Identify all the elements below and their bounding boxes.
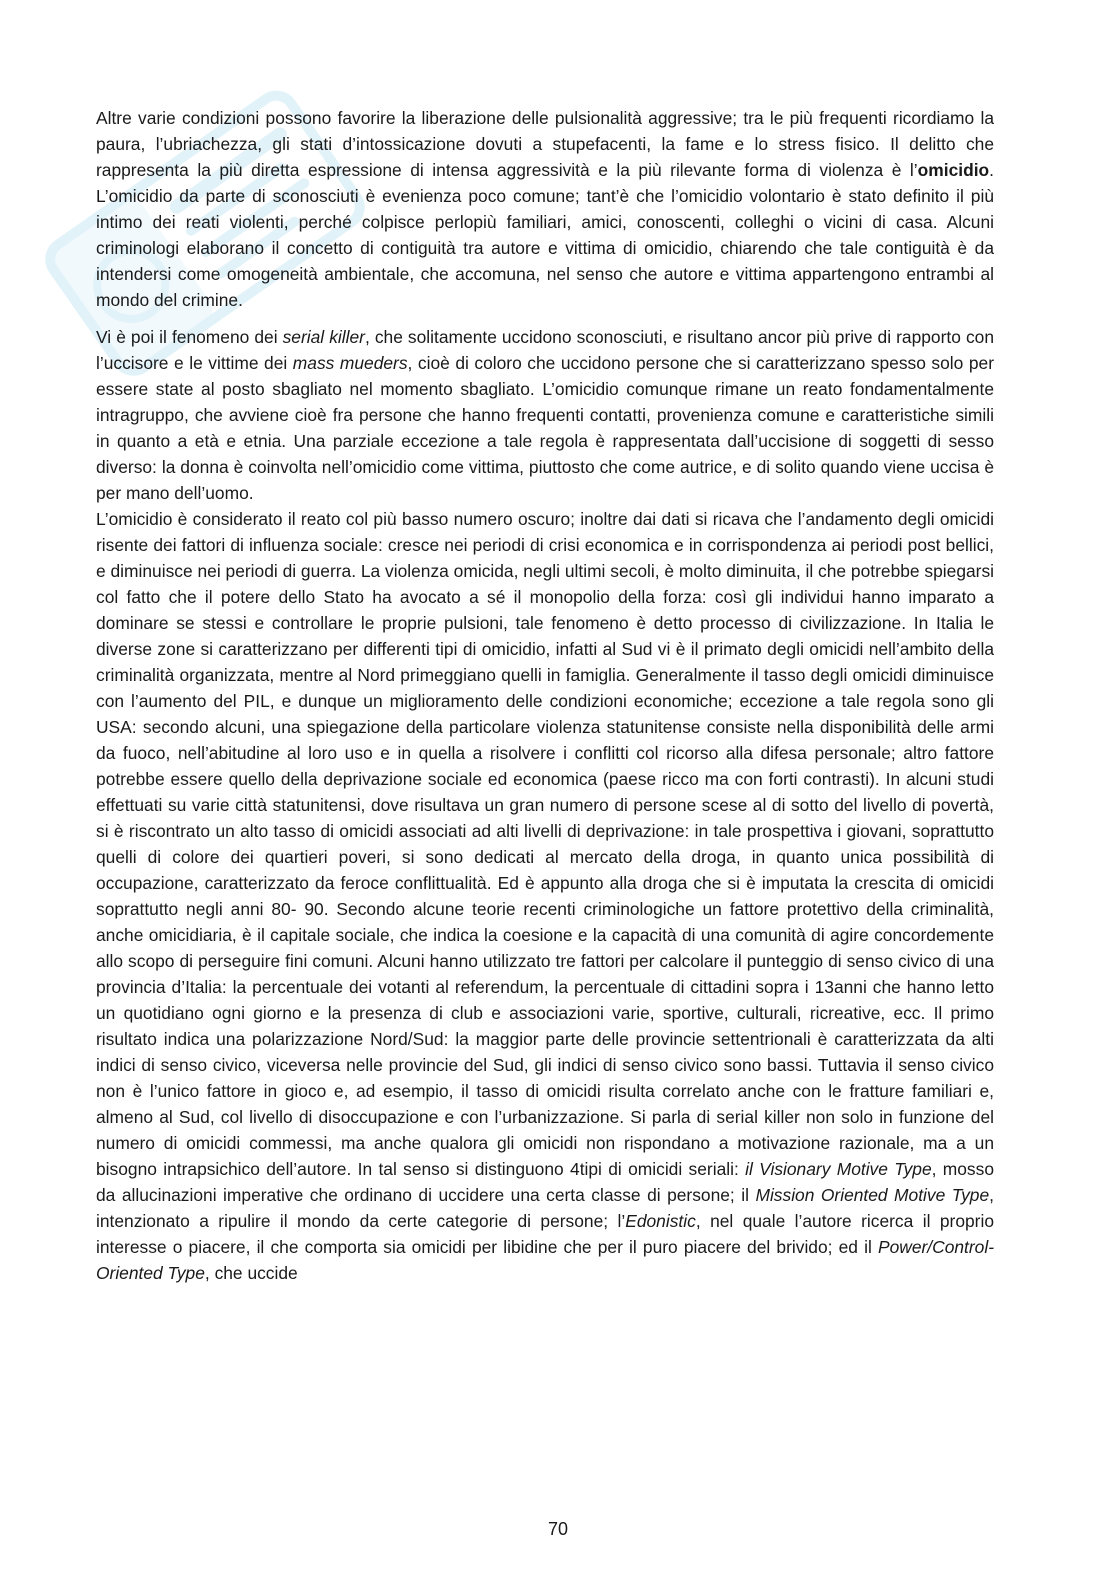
- text-run: , mosso da allucinazioni imperative che ordinano di uccidere una certa classe di persone; il: [96, 1159, 994, 1205]
- text-run: , cioè di coloro che uccidono persone che si caratterizzano spesso solo per essere state al posto sbagliato nel momento sbagliato. L’omicidio comunque rimane un reato fondamentalmente intragruppo, che avviene cioè fra persone che hanno frequenti contatti, provenienza comune e caratteristiche simili in quanto a età e etnia. Una parziale eccezione a tale regola è rappresentata dall’uccisione di soggetti di sesso diverso: la donna è coinvolta nell’omicidio come vittima, piuttosto che come autrice, e di solito quando viene uccisa è per mano dell’uomo.: [96, 353, 994, 503]
- italic-term: Power/Control-Oriented Type: [96, 1237, 994, 1283]
- text-run: , intenzionato a ripulire il mondo da certe categorie di persone; l’: [96, 1185, 994, 1231]
- italic-term: serial killer: [282, 327, 365, 347]
- text-run: , che uccide: [204, 1263, 298, 1283]
- text-run: Vi è poi il fenomeno dei: [96, 327, 283, 347]
- italic-term: mass mueders: [292, 353, 408, 373]
- paragraph: [96, 506, 994, 1286]
- page-number: 70: [547, 1519, 569, 1539]
- text-run: , nel quale l’autore ricerca il proprio interesse o piacere, il che comporta sia omicidi per libidine che per il puro piacere del brivido; ed il: [96, 1211, 994, 1257]
- italic-term: Edonistic: [625, 1211, 696, 1231]
- italic-term: Mission Oriented Motive Type: [755, 1185, 990, 1205]
- paragraph: [96, 105, 994, 313]
- paragraph: [96, 324, 994, 506]
- text-run: L’omicidio è considerato il reato col più basso numero oscuro; inoltre dai dati si ricava che l’andamento degli omicidi risente dei fattori di influenza sociale: cresce nei periodi di crisi economica e in corrispondenza ai periodi post bellici, e diminuisce nei periodi di guerra. La violenza omicida, negli ultimi secoli, è molto diminuita, il che potrebbe spiegarsi col fatto che il potere dello Stato ha avocato a sé il monopolio della forza: così gli individui hanno imparato a dominare se stessi e controllare le proprie pulsioni, tale fenomeno è detto processo di civilizzazione. In Italia le diverse zone si caratterizzano per differenti tipi di omicidio, infatti al Sud vi è il primato degli omicidi nell’ambito della criminalità organizzata, mentre al Nord primeggiano quelli in famiglia. Generalmente il tasso degli omicidi diminuisce con l’aumento del PIL, e dunque un miglioramento delle condizioni economiche; eccezione a tale regola sono gli USA: secondo alcuni, una spiegazione della particolare violenza statunitense consiste nella disponibilità delle armi da fuoco, nell’abitudine al loro uso e in quella a risolvere i conflitti col ricorso alla difesa personale; altro fattore potrebbe essere quello della deprivazione sociale ed economica (paese ricco ma con forti contrasti). In alcuni studi effettuati su varie città statunitensi, dove risultava un gran numero di persone scese al di sotto del livello di povertà, si è riscontrato un alto tasso di omicidi associati ad alti livelli di deprivazione: in tale prospettiva i giovani, soprattutto quelli di colore dei quartieri poveri, si sono dedicati al mercato della droga, in quanto unica possibilità di occupazione, caratterizzato da feroce conflittualità. Ed è appunto alla droga che si è imputata la crescita di omicidi soprattutto negli anni 80- 90. Secondo alcune teorie recenti criminologiche un fattore protettivo della criminalità, anche omicidiaria, è il capitale sociale, che indica la coesione e la capacità di una comunità di agire concordemente allo scopo di perseguire fini comuni. Alcuni hanno utilizzato tre fattori per calcolare il punteggio di senso civico di una provincia d’Italia: la percentuale dei votanti al referendum, la percentuale di cittadini sopra i 13anni che hanno letto un quotidiano ogni giorno e la presenza di club e associazioni varie, sportive, culturali, ricreative, ecc. Il primo risultato indica una polarizzazione Nord/Sud: la maggior parte delle provincie settentrionali è caratterizzata da alti indici di senso civico, viceversa nelle provincie del Sud, gli indici di senso civico sono bassi. Tuttavia il senso civico non è l’unico fattore in gioco e, ad esempio, il tasso di omicidi risulta correlato anche con le fratture familiari e, almeno al Sud, col livello di disoccupazione e con l’urbanizzazione. Si parla di serial killer non solo in funzione del numero di omicidi commessi, ma anche qualora gli omicidi non rispondano a motivazione razionale, ma a un bisogno intrapsichico dell’autore. In tal senso si distinguono 4tipi di omicidi seriali:: [96, 509, 995, 1179]
- text-run: . L’omicidio da parte di sconosciuti è evenienza poco comune; tant’è che l’omicidio volontario è stato definito il più intimo dei reati violenti, perché colpisce perlopiù familiari, amici, conoscenti, colleghi o vicini di casa. Alcuni criminologi elaborano il concetto di contiguità tra autore e vittima di omicidio, chiarendo che tale contiguità è da intendersi come omogeneità ambientale, che accomuna, nel senso che autore e vittima appartengono entrambi al mondo del crimine.: [96, 160, 994, 310]
- text-run: , che solitamente uccidono sconosciuti, e risultano ancor più prive di rapporto con l’uccisore e le vittime dei: [96, 327, 994, 373]
- italic-term: il Visionary Motive Type: [745, 1159, 932, 1179]
- document-body: [96, 105, 994, 1286]
- text-run: Altre varie condizioni possono favorire la liberazione delle pulsionalità aggressive; tra le più frequenti ricordiamo la paura, l’ubriachezza, gli stati d’intossicazione dovuti a stupefacenti, la fame e lo stress fisico. Il delitto che rappresenta la più diretta espressione di intensa aggressività e la più rilevante forma di violenza è l’: [96, 108, 994, 180]
- bold-term: omicidio: [917, 160, 990, 180]
